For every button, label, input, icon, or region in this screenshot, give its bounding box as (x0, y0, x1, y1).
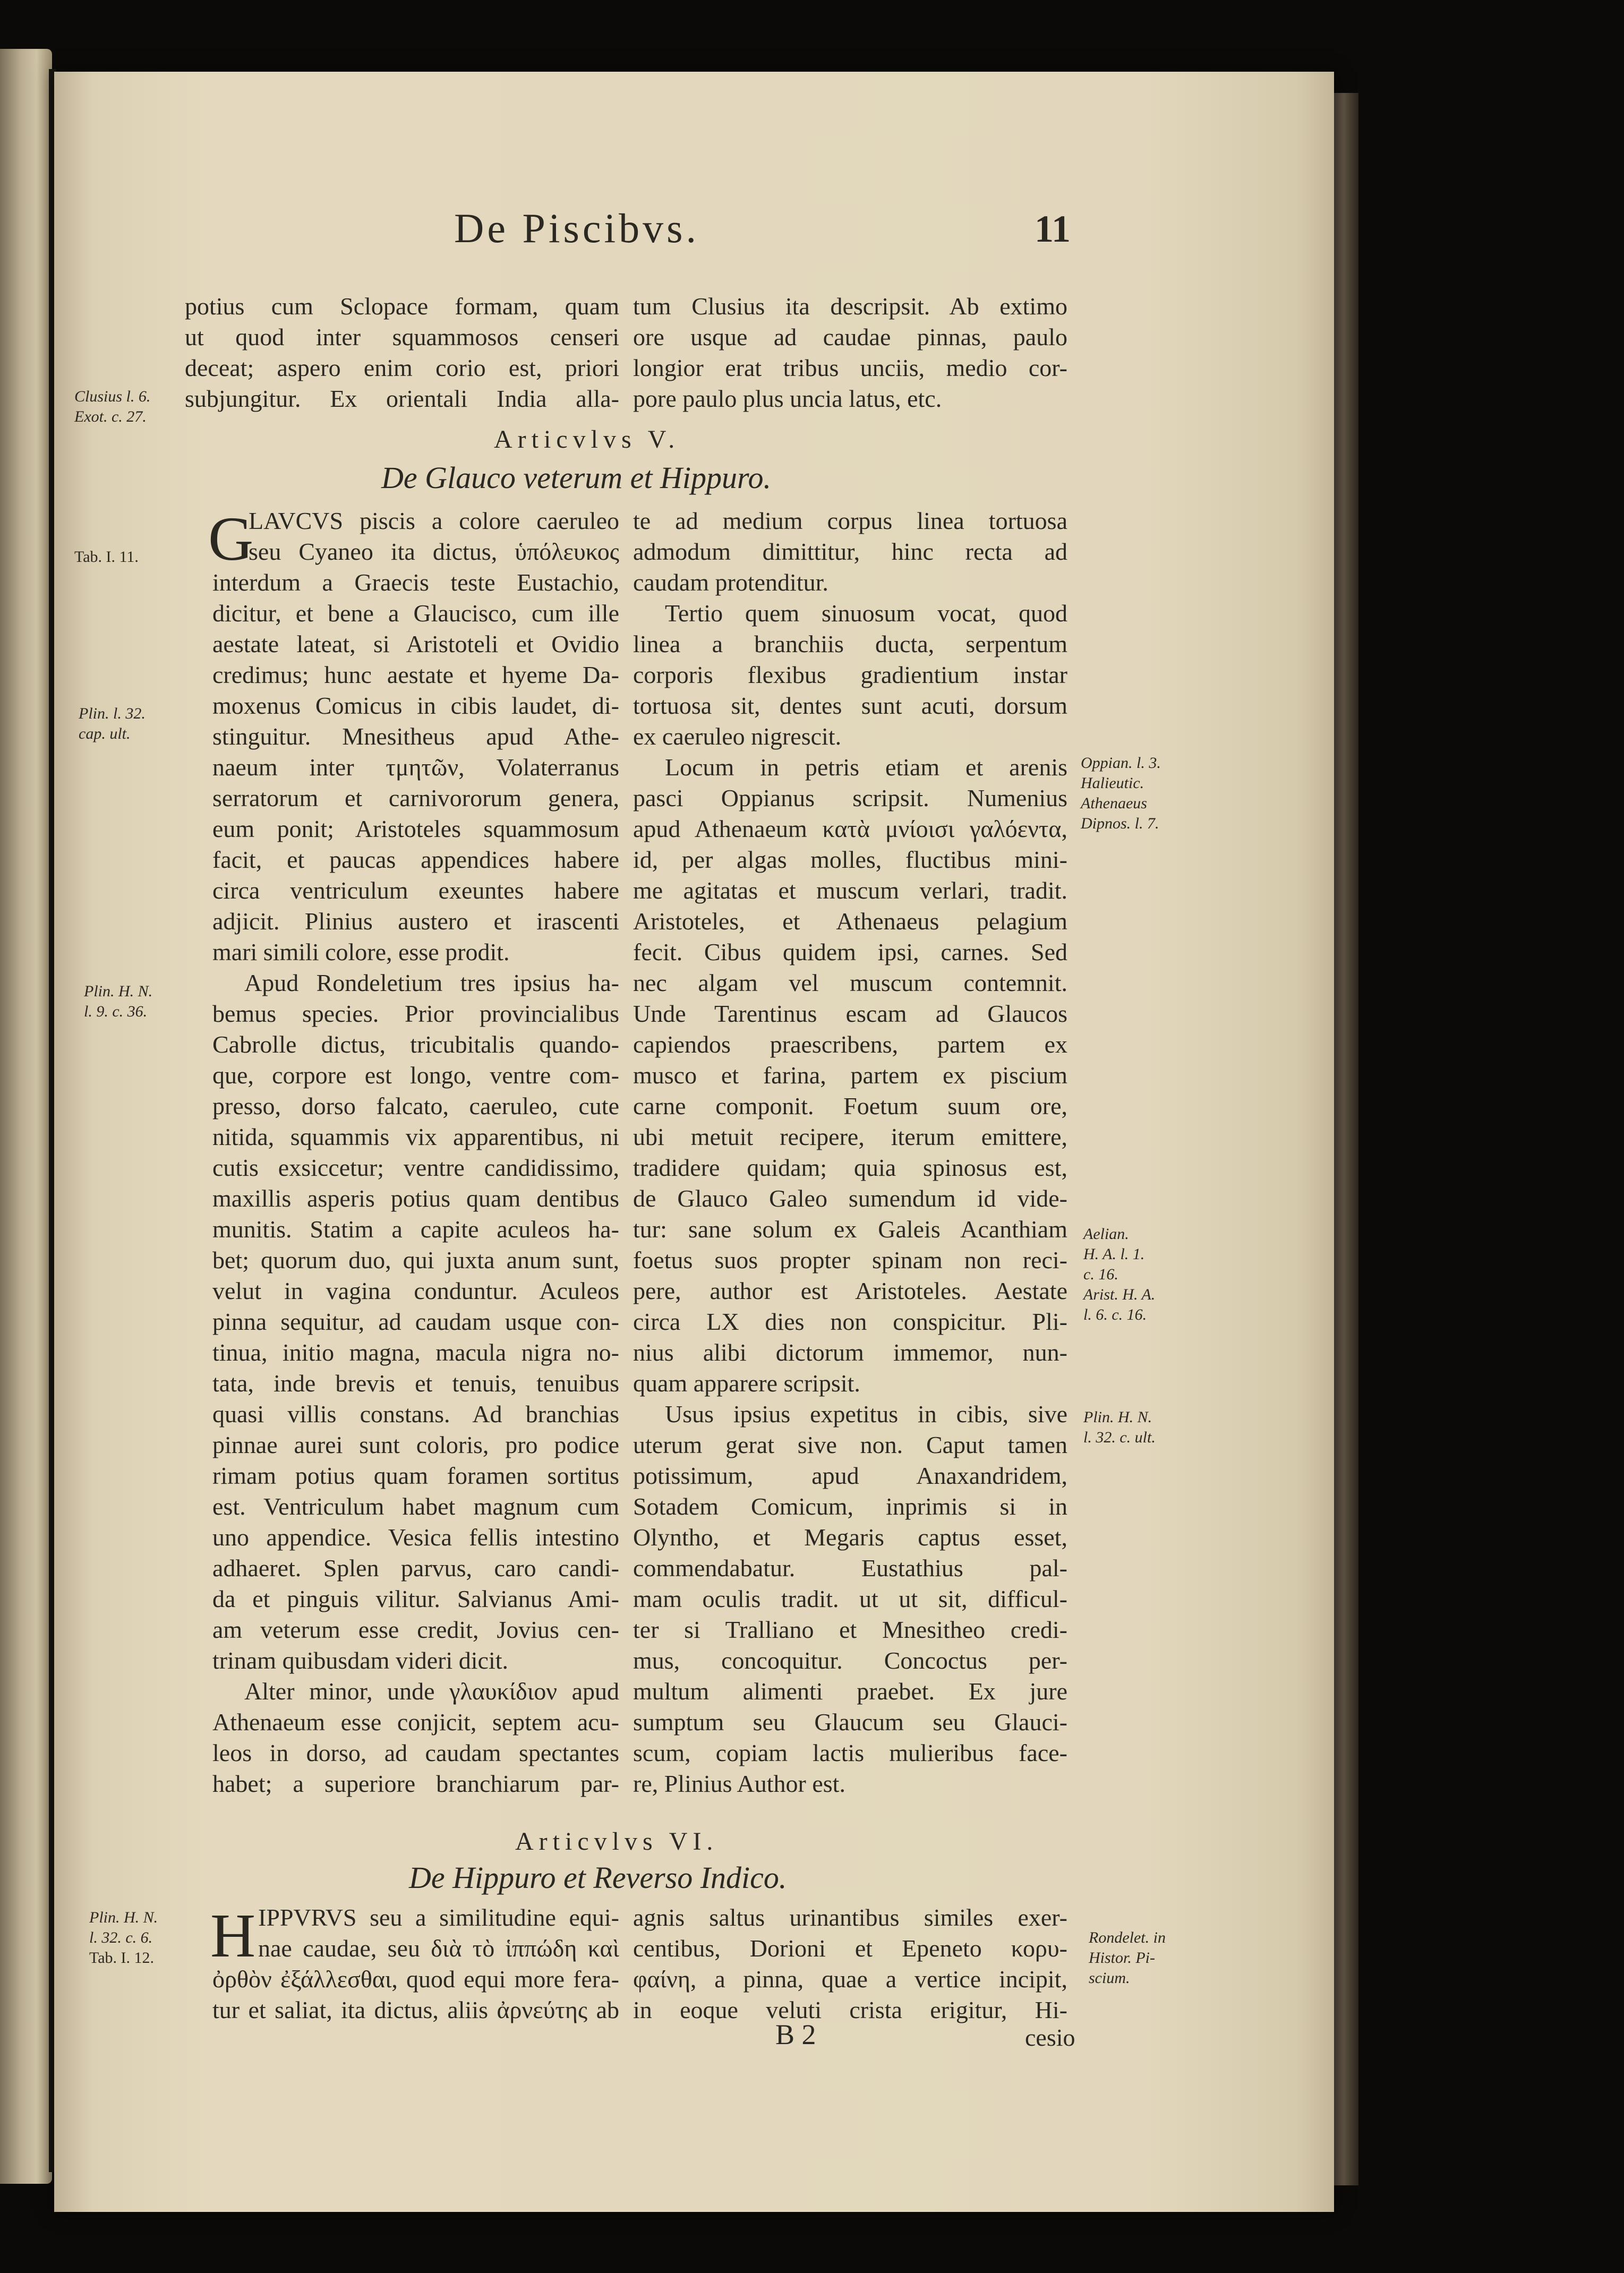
text-line: serratorum et carnivororum genera, (212, 784, 619, 811)
margin-note-line: Dipnos. l. 7. (1081, 815, 1159, 832)
text-line: apud Athenaeum κατὰ μνίοισι γαλόεντα, (633, 815, 1067, 842)
text-line: nius alibi dictorum immemor, nun- (633, 1339, 1067, 1366)
text-line: tinua, initio magna, macula nigra no- (212, 1339, 619, 1366)
text-line: cutis exsiccetur; ventre candidissimo, (212, 1154, 619, 1181)
text-line: tradidere quidam; quia spinosus est, (633, 1154, 1067, 1181)
margin-note-line: Plin. H. N. (1083, 1408, 1152, 1426)
margin-note-line: Aelian. (1083, 1225, 1129, 1243)
text-line: que, corpore est longo, ventre com- (212, 1062, 619, 1089)
text-line: pinnae aurei sunt coloris, pro podice (212, 1431, 619, 1458)
text-line: moxenus Comicus in cibis laudet, di- (212, 692, 619, 719)
text-line: tur: sane solum ex Galeis Acanthiam (633, 1216, 1067, 1243)
margin-note-right (1081, 753, 1161, 834)
margin-note-line: Exot. c. 27. (74, 408, 147, 425)
text-line: capiendos praescribens, partem ex (633, 1031, 1067, 1058)
text-line: pinna sequitur, ad caudam usque con- (212, 1308, 619, 1335)
text-line: Cabrolle dictus, tricubitalis quando- (212, 1031, 619, 1058)
margin-note-line: Plin. H. N. (84, 982, 153, 1000)
text-line: ὀρθὸν ἐξάλλεσθαι, quod equi more fera- (212, 1966, 619, 1993)
text-line: mus, concoquitur. Concoctus per- (633, 1647, 1067, 1674)
text-line: re, Plinius Author est. (633, 1770, 845, 1797)
book-cover-edge (1334, 93, 1358, 2185)
text-line: in eoque veluti crista erigitur, Hi- (633, 1996, 1067, 2023)
col2-art6-text (633, 1902, 1067, 2026)
margin-note-right (1089, 1928, 1166, 1988)
text-line: me agitatas et muscum verlari, tradit. (633, 877, 1067, 904)
text-line: munitis. Statim a capite aculeos ha- (212, 1216, 619, 1243)
margin-note-left (79, 704, 146, 744)
article-6-title: De Hippuro et Reverso Indico. (409, 1860, 787, 1895)
text-line: fecit. Cibus quidem ipsi, carnes. Sed (633, 938, 1067, 965)
margin-note-line: scium. (1089, 1969, 1130, 1987)
text-line: mari simili colore, esse prodit. (212, 938, 510, 965)
text-line: carne componit. Foetum suum ore, (633, 1092, 1067, 1120)
drop-cap-h: H (210, 1901, 256, 1970)
text-line: adhaeret. Splen parvus, caro candi- (212, 1554, 619, 1582)
text-line: deceat; aspero enim corio est, priori (185, 354, 619, 381)
margin-note-line: Oppian. l. 3. (1081, 754, 1161, 772)
text-line: longior erat tribus unciis, medio cor- (633, 354, 1067, 381)
text-line: adjicit. Plinius austero et irascenti (212, 908, 619, 935)
text-line: tum Clusius ita descripsit. Ab extimo (633, 293, 1067, 320)
text-line: quam apparere scripsit. (633, 1370, 860, 1397)
text-line: multum alimenti praebet. Ex jure (633, 1678, 1067, 1705)
text-line: te ad medium corpus linea tortuosa (633, 507, 1067, 534)
col1-body-text (212, 567, 619, 1799)
text-line: tortuosa sit, dentes sunt acuti, dorsum (633, 692, 1067, 719)
text-line: tur et saliat, ita dictus, aliis ἀρνεύτης ab (212, 1996, 619, 2023)
margin-note-line: Histor. Pi- (1089, 1949, 1156, 1967)
text-line: seu Cyaneo ita dictus, ὑπόλευκος (249, 538, 619, 565)
text-line: credimus; hunc aestate et hyeme Da- (212, 661, 619, 688)
text-line: facit, et paucas appendices habere (212, 846, 619, 873)
text-line: subjungitur. Ex orientali India alla- (185, 385, 619, 412)
margin-note-line: Plin. l. 32. (79, 705, 146, 722)
article-6-heading: Articvlvs VI. (515, 1827, 719, 1856)
text-line: nitida, squammis vix apparentibus, ni (212, 1123, 619, 1150)
text-line: presso, dorso falcato, caeruleo, cute (212, 1092, 619, 1120)
text-line: Unde Tarentinus escam ad Glaucos (633, 1000, 1067, 1027)
margin-note-line: Tab. I. 12. (89, 1949, 155, 1967)
margin-note-left (74, 387, 150, 427)
text-line: id, per algas molles, fluctibus mini- (633, 846, 1067, 873)
text-line: circa ventriculum exeuntes habere (212, 877, 619, 904)
article-5-heading: Articvlvs V. (494, 425, 680, 454)
text-line: Olyntho, et Megaris captus esset, (633, 1524, 1067, 1551)
text-line: centibus, Dorioni et Epeneto κορυ- (633, 1935, 1067, 1962)
margin-note-line: l. 32. c. 6. (89, 1929, 153, 1946)
text-line: eum ponit; Aristoteles squammosum (212, 815, 619, 842)
text-line: trinam quibusdam videri dicit. (212, 1647, 509, 1674)
text-line: nae caudae, seu διὰ τὸ ἱππώδη καὶ (258, 1935, 619, 1962)
text-line: pore paulo plus uncia latus, etc. (633, 385, 942, 412)
margin-note-line: Rondelet. in (1089, 1929, 1166, 1946)
text-line: interdum a Graecis teste Eustachio, (212, 569, 619, 596)
margin-note-left: Tab. I. 11. (74, 548, 139, 566)
text-line: Apud Rondeletium tres ipsius ha- (244, 969, 619, 996)
margin-note-left (84, 981, 152, 1022)
text-line: Sotadem Comicum, inprimis si in (633, 1493, 1067, 1520)
text-line: naeum inter τμητῶν, Volaterranus (212, 754, 619, 781)
text-line: da et pinguis vilitur. Salvianus Ami- (212, 1585, 619, 1612)
margin-note-line: l. 32. c. ult. (1083, 1429, 1156, 1446)
text-line: sumptum seu Glaucum seu Glauci- (633, 1708, 1067, 1736)
running-head-title: De Piscibvs. (454, 205, 699, 251)
text-line: potius cum Sclopace formam, quam (185, 293, 619, 320)
text-line: IPPVRVS seu a similitudine equi- (258, 1904, 619, 1931)
text-line: Athenaeum esse conjicit, septem acu- (212, 1708, 619, 1736)
text-line: φαίνη, a pinna, quae a vertice incipit, (633, 1966, 1067, 1993)
text-line: Tertio quem sinuosum vocat, quod (665, 600, 1067, 627)
text-line: Alter minor, unde γλαυκίδιον apud (244, 1678, 619, 1705)
catchword: cesio (1025, 2024, 1075, 2051)
text-line: bemus species. Prior provincialibus (212, 1000, 619, 1027)
text-line: foetus suos propter spinam non reci- (633, 1246, 1067, 1274)
text-line: LAVCVS piscis a colore caeruleo (249, 507, 619, 534)
margin-note-line: H. A. l. 1. (1083, 1245, 1145, 1263)
text-line: maxillis asperis potius quam dentibus (212, 1185, 619, 1212)
text-line: pere, author est Aristoteles. Aestate (633, 1277, 1067, 1304)
text-line: admodum dimittitur, hinc recta ad (633, 538, 1067, 565)
text-line: corporis flexibus gradientium instar (633, 661, 1067, 688)
text-line: circa LX dies non conspicitur. Pli- (633, 1308, 1067, 1335)
drop-cap-g: G (208, 504, 254, 574)
col1-dropcap-lines (249, 506, 619, 567)
text-line: commendabatur. Eustathius pal- (633, 1554, 1067, 1582)
text-line: habet; a superiore branchiarum par- (212, 1770, 619, 1797)
margin-note-line: c. 16. (1083, 1266, 1118, 1283)
margin-note-line: l. 6. c. 16. (1083, 1306, 1147, 1323)
text-line: nec algam vel muscum contemnit. (633, 969, 1067, 996)
text-line: tata, inde brevis et tenuis, tenuibus (212, 1370, 619, 1397)
text-line: ex caeruleo nigrescit. (633, 723, 842, 750)
col2-top-text (633, 291, 1067, 414)
text-line: leos in dorso, ad caudam spectantes (212, 1739, 619, 1766)
text-line: est. Ventriculum habet magnum cum (212, 1493, 619, 1520)
text-line: stinguitur. Mnesitheus apud Athe- (212, 723, 619, 750)
margin-note-line: cap. ult. (79, 725, 131, 742)
col1-art6-dropcap-lines (258, 1902, 619, 1964)
text-line: ore usque ad caudae pinnas, paulo (633, 323, 1067, 351)
text-line: scum, copiam lactis mulieribus face- (633, 1739, 1067, 1766)
margin-note-left (89, 1908, 158, 1968)
text-line: de Glauco Galeo sumendum id vide- (633, 1185, 1067, 1212)
text-line: linea a branchiis ducta, serpentum (633, 630, 1067, 657)
text-line: aestate lateat, si Aristoteli et Ovidio (212, 630, 619, 657)
col2-body-text (633, 506, 1067, 1799)
text-line: pasci Oppianus scripsit. Numenius (633, 784, 1067, 811)
text-line: uno appendice. Vesica fellis intestino (212, 1524, 619, 1551)
text-line: caudam protenditur. (633, 569, 828, 596)
article-5-title: De Glauco veterum et Hippuro. (381, 460, 771, 495)
text-line: ut quod inter squammosos censeri (185, 323, 619, 351)
text-line: velut in vagina conduntur. Aculeos (212, 1277, 619, 1304)
col1-art6-text (212, 1964, 619, 2026)
text-line: agnis saltus urinantibus similes exer- (633, 1904, 1067, 1931)
text-line: Usus ipsius expetitus in cibis, sive (665, 1400, 1067, 1428)
margin-note-line: l. 9. c. 36. (84, 1003, 148, 1020)
text-line: bet; quorum duo, qui juxta anum sunt, (212, 1246, 619, 1274)
margin-note-line: Clusius l. 6. (74, 388, 151, 405)
text-line: mam oculis tradit. ut ut sit, difficul- (633, 1585, 1067, 1612)
page-number: 11 (1035, 208, 1071, 250)
text-line: ter si Tralliano et Mnesitheo credi- (633, 1616, 1067, 1643)
text-line: Locum in petris etiam et arenis (665, 754, 1067, 781)
margin-note-line: Plin. H. N. (89, 1909, 158, 1926)
text-line: quasi villis constans. Ad branchias (212, 1400, 619, 1428)
text-line: musco et farina, partem ex piscium (633, 1062, 1067, 1089)
text-line: rimam potius quam foramen sortitus (212, 1462, 619, 1489)
signature-mark: B 2 (775, 2019, 816, 2050)
text-line: am veterum esse credit, Jovius cen- (212, 1616, 619, 1643)
col1-top-text (185, 291, 619, 414)
previous-page-edge (0, 49, 52, 2184)
text-line: ubi metuit recipere, iterum emittere, (633, 1123, 1067, 1150)
margin-note-right (1083, 1224, 1155, 1325)
margin-note-line: Halieutic. (1081, 774, 1144, 792)
margin-note-line: Arist. H. A. (1083, 1286, 1156, 1303)
text-line: potissimum, apud Anaxandridem, (633, 1462, 1067, 1489)
text-line: uterum gerat sive non. Caput tamen (633, 1431, 1067, 1458)
text-line: Aristoteles, et Athenaeus pelagium (633, 908, 1067, 935)
margin-note-line: Athenaeus (1081, 794, 1147, 812)
text-line: dicitur, et bene a Glaucisco, cum ille (212, 600, 619, 627)
margin-note-right (1083, 1407, 1156, 1448)
